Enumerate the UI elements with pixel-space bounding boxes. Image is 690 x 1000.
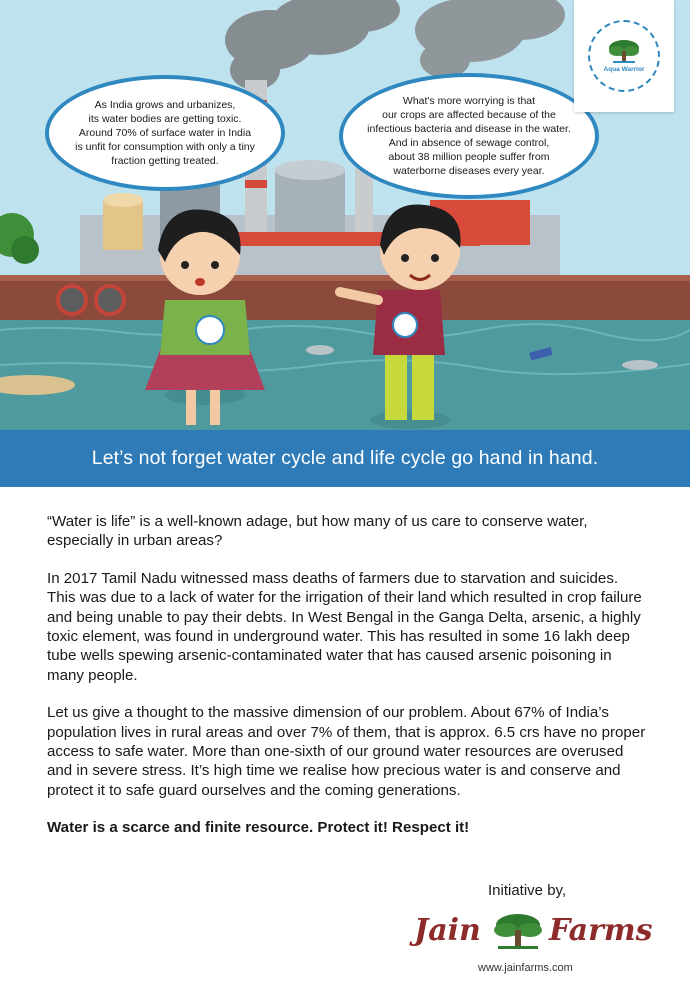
speech-bubble-right <box>339 73 599 199</box>
bubble-right-line-6: waterborne diseases every year. <box>393 165 545 177</box>
bubble-right-line-1: What's more worrying is that <box>402 95 536 107</box>
tree-icon <box>607 39 641 65</box>
bubble-right-line-4: And in absence of sewage control, <box>388 137 550 149</box>
bubble-left-line-3: Around 70% of surface water in India <box>78 127 252 139</box>
bubble-left-line-1: As India grows and urbanizes, <box>94 99 236 111</box>
polluted-river-illustration <box>0 0 690 430</box>
speech-bubble-left <box>45 75 285 191</box>
smoke-cloud-right <box>415 0 565 78</box>
bubble-right-line-3: infectious bacteria and disease in the water. <box>367 123 571 135</box>
storage-tank <box>103 200 143 250</box>
floating-fish-2 <box>622 360 658 370</box>
paragraph-1: “Water is life” is a well-known adage, but how many of us care to conserve water, especially in urban areas? <box>47 513 588 550</box>
polluted-water <box>0 320 690 430</box>
brand-word-farms: Farms <box>549 913 653 948</box>
floating-fish <box>306 345 334 355</box>
badge-label: Aqua Warrior <box>603 66 645 73</box>
tree-icon <box>492 913 544 953</box>
bubble-left-line-4: is unfit for consumption with only a tiny <box>75 141 255 153</box>
paragraph-3: Let us give a thought to the massive dimension of our problem. About 67% of India’s population lives in rural areas and over 7% of them, that is approx. 6.5 crs have no proper access to safe water. More than one-sixth of our ground water resources are overused and in severe stress. It’s high time we realise how precious water is and conserve and protect it to safe guard ourselves and the coming generations. <box>47 704 646 799</box>
tagline-text: Let’s not forget water cycle and life cycle go hand in hand. <box>91 447 599 469</box>
smoke-cloud-left <box>225 0 400 90</box>
bubble-left-line-5: fraction getting treated. <box>111 155 219 167</box>
article-body <box>47 512 647 856</box>
initiative-label: Initiative by, <box>488 882 567 899</box>
website-url: www.jainfarms.com <box>478 962 573 974</box>
sewage-pipe-2 <box>96 286 124 314</box>
brand-word-jain: Jain <box>414 913 481 948</box>
aqua-warrior-emblem <box>588 20 660 92</box>
jain-farms-logo <box>414 913 654 963</box>
aqua-warrior-badge <box>574 0 674 112</box>
bubble-left-line-2: its water bodies are getting toxic. <box>88 113 242 125</box>
bubble-right-line-2: our crops are affected because of the <box>382 109 556 121</box>
paragraph-2: In 2017 Tamil Nadu witnessed mass deaths of farmers due to starvation and suicides. This was due to a lack of water for the irrigation of their land which resulted in crop failure and being unable to pay their debts. In West Bengal in the Ganga Delta, arsenic, a highly toxic element, was found in underground water. This has resulted in some 16 lakh deep tube wells spewing arsenic-contaminated water that has caused arsenic poisoning in many people. <box>47 569 642 684</box>
closing-statement: Water is a scarce and finite resource. Protect it! Respect it! <box>47 819 470 837</box>
tagline-banner <box>0 430 690 487</box>
bubble-right-line-5: about 38 million people suffer from <box>388 151 550 163</box>
sewage-pipe-1 <box>58 286 86 314</box>
